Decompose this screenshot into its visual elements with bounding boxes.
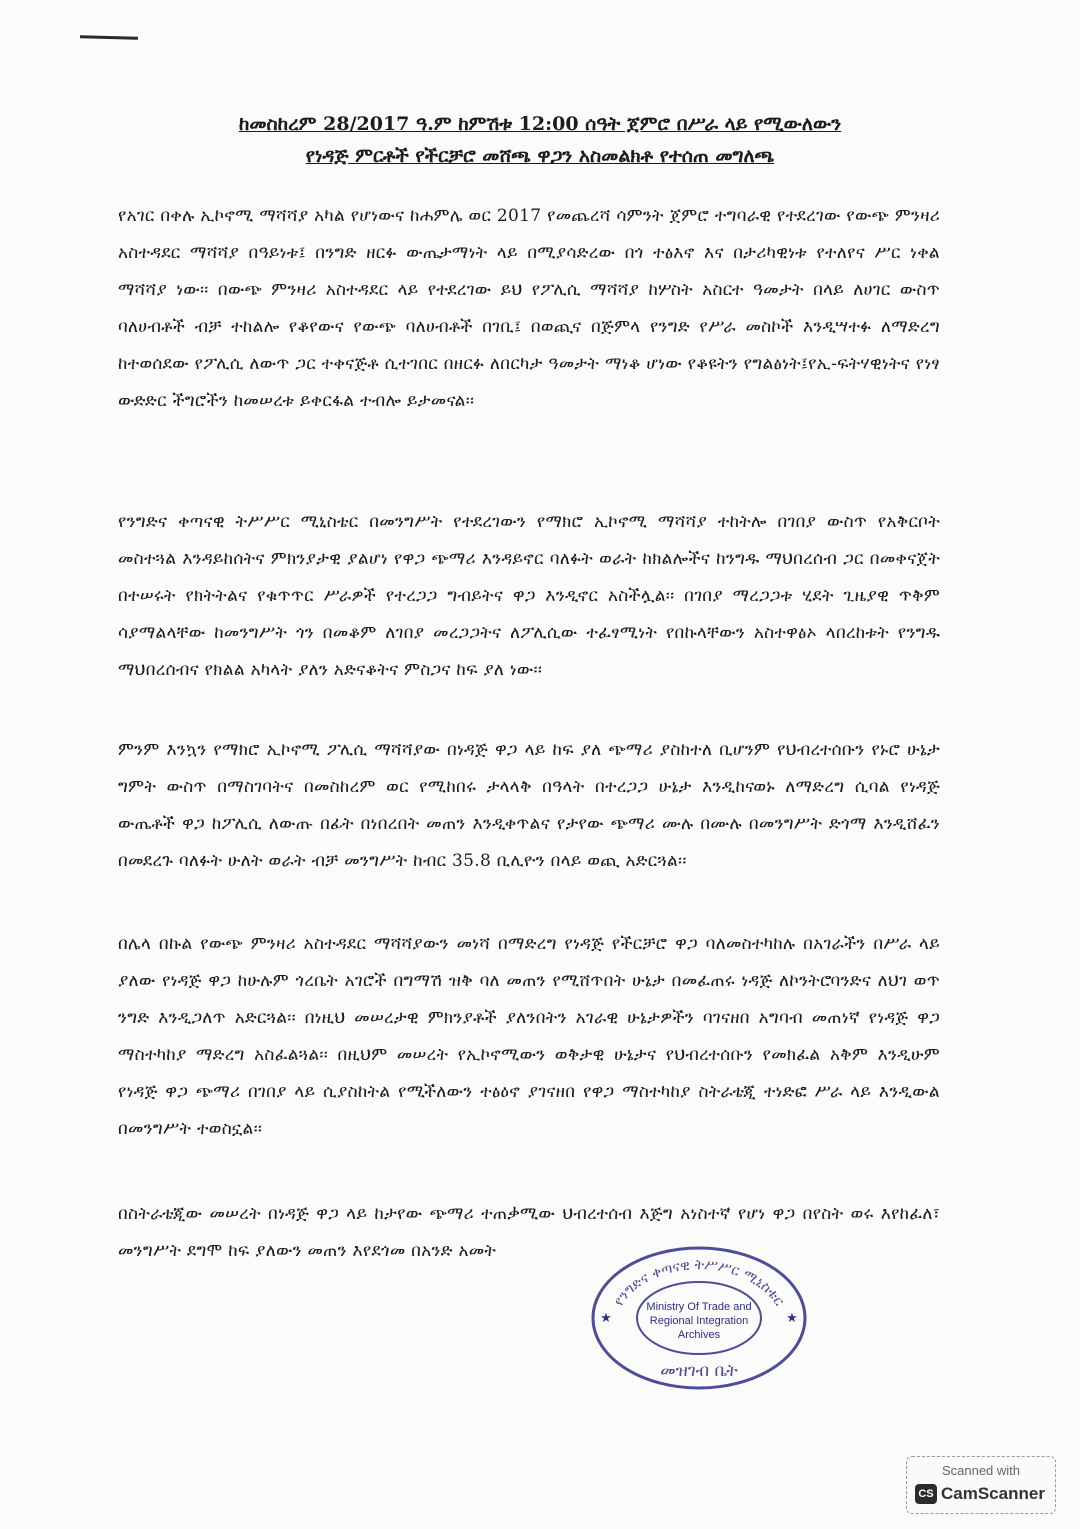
title-line-1: ከመስከረም 28/2017 ዓ.ም ከምሽቱ 12:00 ሰዓት ጀምሮ በሥራ ላይ የሚውለውን xyxy=(238,113,842,135)
camscanner-watermark xyxy=(906,1456,1056,1514)
title-line-2: የነዳጅ ምርቶች የችርቻሮ መሸጫ ዋጋን አስመልክቶ የተሰጠ መግለጫ xyxy=(305,145,775,167)
paragraph-4: በሌላ በኩል የውጭ ምንዛሪ አስተዳደር ማሻሻያውን መነሻ በማድረግ የነዳጅ የችርቻሮ ዋጋ ባለመስተካከሉ በአገራችን በሥራ ላይ ያለው የነዳጅ ዋጋ ከሁሉም ጎረቤት አገሮች በግማሽ ዝቅ ባለ መጠን የሚሸጥበት ሁኔታ በመፈጠሩ ነዳጅ ለኮንትሮባንድና ለህገ ወጥ ንግድ እንዲጋለጥ አድርጓል፡፡ በነዚህ መሠረታዊ ምክንያቶች ያለንበትን አገራዊ ሁኔታዎችን ባገናዘበ አግባብ መጠነኛ የነዳጅ ዋጋ ማስተካከያ ማድረግ አስፈልጓል፡፡ በዚህም መሠረት የኢኮኖሚውን ወቅታዊ ሁኔታና የህብረተሰቡን የመክፈል አቅም እንዲሁም የነዳጅ ዋጋ ጭማሪ በገበያ ላይ ሲያስከትል የሚችለውን ተፅዕኖ ያገናዘበ የዋጋ ማስተካከያ ስትራቴጂ ተነድፎ ሥራ ላይ እንዲውል በመንግሥት ተወስኗል፡፡ xyxy=(118,934,940,1139)
stamp-star-left: ★ xyxy=(600,1311,612,1326)
paragraph-2: የንግድና ቀጣናዊ ትሥሥር ሚኒስቴር በመንግሥት የተደረገውን የማክሮ ኢኮኖሚ ማሻሻያ ተከትሎ በገበያ ውስጥ የአቅርቦት መስተጓል እንዳይከሰትና ምክንያታዊ ያልሆነ የዋጋ ጭማሪ እንዳይኖር ባለፉት ወራት ከክልሎችና ከንግዱ ማህበረሰብ ጋር በመቀናጀት በተሠሩት የክትትልና የቁጥጥር ሥራዎች የተረጋጋ ግብይትና ዋጋ እንዲኖር አስችሏል፡፡ በገበያ ማረጋጋቱ ሂደት ጊዜያዊ ጥቅም ሳያማልላቸው ከመንግሥት ጎን በመቆም ለገበያ መረጋጋትና ለፖሊሲው ተፈፃሚነት የበኩላቸውን አስተዋፅኦ ላበረከቱት የንግዱ ማህበረሰብና የክልል አካላት ያለን አድናቆትና ምስጋና ከፍ ያለ ነው፡፡ xyxy=(118,512,940,680)
stamp-line-1: Ministry Of Trade and xyxy=(646,1301,752,1313)
watermark-brand-name: CamScanner xyxy=(941,1484,1045,1503)
stamp-bottom-text: መዝገብ ቤት xyxy=(660,1361,738,1381)
stamp-line-3: Archives xyxy=(677,1329,721,1341)
stamp-line-2: Regional Integration xyxy=(649,1315,749,1327)
paragraph-1: የአገር በቀሉ ኢኮኖሚ ማሻሻያ አካል የሆነውና ከሐምሌ ወር 2017 የመጨረሻ ሳምንት ጀምሮ ተግባራዊ የተደረገው የውጭ ምንዛሪ አስተዳደር ማሻሻያ በዓይነቱ፤ በንግድ ዘርፉ ውጤታማነት ላይ በሚያሳድረው በጎ ተፅእኖ እና በታሪካዊነቱ የተለየና ሥር ነቀል ማሻሻያ ነው፡፡ በውጭ ምንዛሪ አስተዳደር ላይ የተደረገው ይህ የፖሊሲ ማሻሻያ ከሦስት አስርተ ዓመታት በላይ ለሀገር ውስጥ ባለሀብቶች ብቻ ተከልሎ የቆየውና የውጭ ባለሀብቶች በገቢ፤ በወጪና በጅምላ የንግድ የሥራ መስኮች እንዲሣተፉ ለማድረግ ከተወሰደው የፖሊሲ ለውጥ ጋር ተቀናጅቶ ሲተገበር በዘርፉ ለበርካታ ዓመታት ማነቆ ሆነው የቆዩትን የግልፅነት፤የኢ-ፍትሃዊነትና የነፃ ውድድር ችግሮችን ከመሠረቱ ይቀርፋል ተብሎ ይታመናል፡፡ xyxy=(118,206,940,411)
paragraph-5: በስትራቴጂው መሠረት በነዳጅ ዋጋ ላይ ከታየው ጭማሪ ተጠቃሚው ህብረተሰብ እጅግ አነስተኛ የሆነ ዋጋ በየስት ወሩ እየከፈለ፣ መንግሥት ደግሞ ከፍ ያለውን መጠን እየደጎመ በአንድ አመት xyxy=(118,1204,940,1261)
document-title xyxy=(100,108,980,172)
ministry-archives-stamp xyxy=(588,1240,810,1390)
camscanner-logo-icon: CS xyxy=(915,1484,937,1504)
corner-pen-mark xyxy=(80,35,138,40)
watermark-top-text: Scanned with xyxy=(941,1463,1021,1478)
stamp-star-right: ★ xyxy=(786,1311,798,1326)
paragraph-3: ምንም እንኳን የማክሮ ኢኮኖሚ ፖሊሲ ማሻሻያው በነዳጅ ዋጋ ላይ ከፍ ያለ ጭማሪ ያስከተለ ቢሆንም የህብረተሰቡን የኑሮ ሁኔታ ግምት ውስጥ በማስገባትና በመስከረም ወር የሚከበሩ ታላላቅ በዓላት በተረጋጋ ሁኔታ እንዲከናወኑ ለማድረግ ሲባል የነዳጅ ውጤቶች ዋጋ ከፖሊሲ ለውጡ በፊት በነበረበት መጠን እንዲቀጥልና የታየው ጭማሪ ሙሉ በሙሉ በመንግሥት ድጎማ እንዲሸፈን በመደረጉ ባለፉት ሁለት ወራት ብቻ መንግሥት ከብር 35.8 ቢሊዮን በላይ ወጪ አድርጓል፡፡ xyxy=(118,740,940,871)
stamp-ring-text: የንግድና ቀጣናዊ ትሥሥር ሚኒስቴር xyxy=(610,1257,788,1309)
